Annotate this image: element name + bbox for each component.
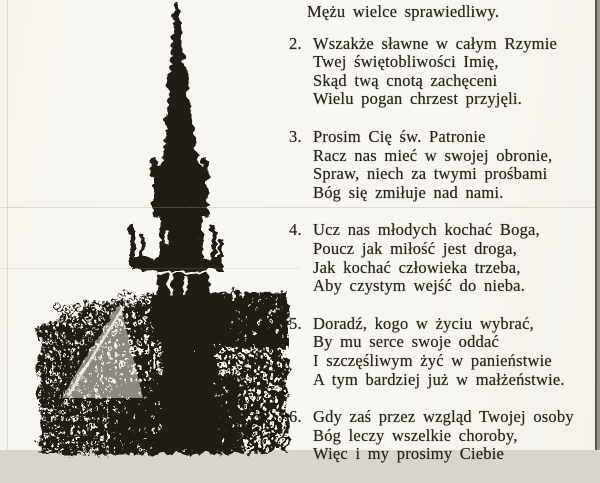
verse-line: Prosim Cię św. Patronie [313, 126, 486, 146]
verse-4 [289, 221, 589, 295]
verse-line: Skąd twą cnotą zachęceni [313, 70, 498, 90]
verse-line: A tym bardziej już w małżeństwie. [313, 369, 565, 389]
verse-line: Wielu pogan chrzest przyjęli. [313, 89, 522, 109]
verse-3 [289, 128, 589, 202]
scanner-edge-line [595, 0, 597, 450]
verse-line: Więc i my prosimy Ciebie [313, 444, 505, 464]
verse-line: Ucz nas młodych kochać Boga, [313, 220, 540, 240]
paper-crease [7, 0, 8, 450]
verse-line: Jak kochać człowieka trzeba, [313, 257, 521, 277]
verse-1-partial [289, 3, 589, 22]
hymn-text-column [289, 3, 589, 483]
verse-6 [289, 408, 589, 464]
verse-line: Gdy zaś przez wzgląd Twojej osoby [313, 407, 574, 427]
verse-line: By mu serce swoje oddać [313, 332, 500, 352]
church-spire-engraving-illustration [0, 0, 290, 450]
verse-line: Racz nas mieć w swojej obronie, [313, 145, 553, 165]
verse-line: Aby czystym wejść do nieba. [313, 276, 526, 296]
paper-crease [0, 268, 300, 269]
verse-number: 5. [289, 313, 302, 333]
verse-line: Bóg leczy wszelkie choroby, [313, 425, 518, 445]
verse-number: 4. [289, 220, 302, 240]
verse-number: 3. [289, 126, 302, 146]
paper-crease [0, 207, 600, 208]
verse-line: Spraw, niech za twymi prośbami [313, 164, 548, 184]
verse-line: Doradź, kogo w życiu wybrać, [313, 313, 534, 333]
verse-line: Mężu wielce sprawiedliwy. [307, 2, 500, 21]
verse-2 [289, 35, 589, 109]
verse-line: Wszakże sławne w całym Rzymie [313, 33, 558, 53]
verse-5 [289, 315, 589, 389]
verse-line: Bóg się zmiłuje nad nami. [313, 182, 504, 202]
verse-line: Twej świętobliwości Imię, [313, 52, 499, 72]
verse-number: 2. [289, 33, 302, 53]
verse-line: I szczęśliwym żyć w panieństwie [313, 350, 552, 370]
verse-number: 6. [289, 407, 302, 427]
verse-line: Poucz jak miłość jest droga, [313, 238, 517, 258]
